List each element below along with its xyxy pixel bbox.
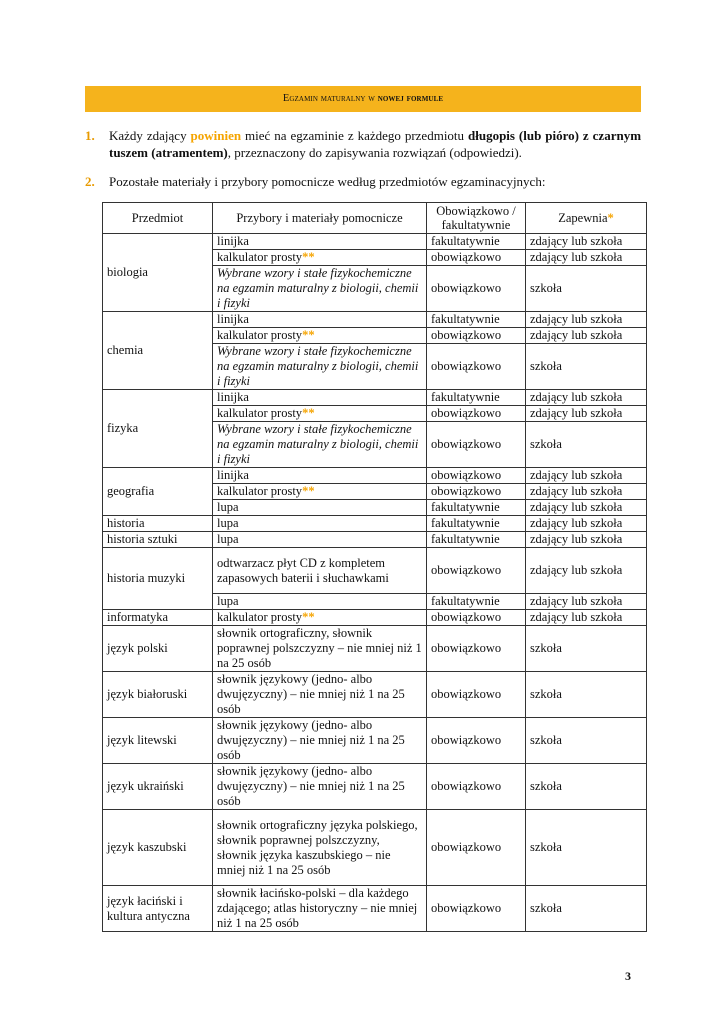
material-cell: [213, 886, 427, 932]
footnote-star: **: [302, 610, 315, 624]
text-segment: mieć na egzaminie z każdego przedmiotu: [241, 128, 468, 143]
provider-cell: szkoła: [526, 718, 647, 764]
table-row: [103, 516, 647, 532]
mandatory-cell: obowiązkowo: [427, 810, 526, 886]
material-text: słownik ortograficzny języka polskiego, słownik poprawnej polszczyzny, słownik języka kaszubskiego – nie mniej niż 1 na 25 osób: [217, 817, 418, 877]
mandatory-cell: obowiązkowo: [427, 626, 526, 672]
mandatory-cell: obowiązkowo: [427, 422, 526, 468]
provider-cell: zdający lub szkoła: [526, 594, 647, 610]
mandatory-cell: fakultatywnie: [427, 532, 526, 548]
subject-cell: język polski: [103, 626, 213, 672]
material-text: linijka: [217, 312, 249, 326]
material-text: kalkulator prosty: [217, 328, 303, 342]
provider-cell: zdający lub szkoła: [526, 250, 647, 266]
material-text: słownik językowy (jedno- albo dwujęzyczny) – nie mniej niż 1 na 25 osób: [217, 718, 405, 762]
provider-cell: zdający lub szkoła: [526, 390, 647, 406]
material-text: Wybrane wzory i stałe fizykochemiczne na egzamin maturalny z biologii, chemii i fizyki: [217, 344, 419, 388]
material-cell: [213, 594, 427, 610]
list-item-text: Pozostałe materiały i przybory pomocnicze według przedmiotów egzaminacyjnych:: [109, 174, 546, 189]
provider-cell: zdający lub szkoła: [526, 500, 647, 516]
table-row: [103, 810, 647, 886]
mandatory-cell: fakultatywnie: [427, 516, 526, 532]
material-cell: [213, 672, 427, 718]
provider-cell: zdający lub szkoła: [526, 312, 647, 328]
provider-cell: szkoła: [526, 764, 647, 810]
mandatory-cell: obowiązkowo: [427, 468, 526, 484]
material-cell: [213, 312, 427, 328]
mandatory-cell: obowiązkowo: [427, 328, 526, 344]
table-row: [103, 390, 647, 406]
subject-cell: historia sztuki: [103, 532, 213, 548]
material-text: lupa: [217, 594, 239, 608]
provider-cell: szkoła: [526, 886, 647, 932]
material-text: kalkulator prosty: [217, 406, 303, 420]
material-text: kalkulator prosty: [217, 250, 303, 264]
header-materials: Przybory i materiały pomocnicze: [213, 203, 427, 234]
material-text: lupa: [217, 500, 239, 514]
mandatory-cell: obowiązkowo: [427, 886, 526, 932]
provider-cell: szkoła: [526, 344, 647, 390]
list-number: 1.: [85, 128, 95, 143]
mandatory-cell: fakultatywnie: [427, 500, 526, 516]
material-cell: [213, 390, 427, 406]
material-text: słownik językowy (jedno- albo dwujęzyczny) – nie mniej niż 1 na 25 osób: [217, 764, 405, 808]
table-row: [103, 234, 647, 250]
table-row: [103, 468, 647, 484]
mandatory-cell: obowiązkowo: [427, 344, 526, 390]
provider-cell: zdający lub szkoła: [526, 548, 647, 594]
mandatory-cell: obowiązkowo: [427, 406, 526, 422]
subject-cell: historia: [103, 516, 213, 532]
material-text: lupa: [217, 532, 239, 546]
material-cell: [213, 626, 427, 672]
mandatory-cell: obowiązkowo: [427, 548, 526, 594]
material-cell: [213, 234, 427, 250]
mandatory-cell: fakultatywnie: [427, 234, 526, 250]
material-cell: [213, 500, 427, 516]
material-cell: [213, 406, 427, 422]
material-cell: [213, 468, 427, 484]
subject-cell: informatyka: [103, 610, 213, 626]
table-row: [103, 312, 647, 328]
table-row: [103, 672, 647, 718]
material-text: Wybrane wzory i stałe fizykochemiczne na egzamin maturalny z biologii, chemii i fizyki: [217, 266, 419, 310]
material-text: słownik łacińsko-polski – dla każdego zdającego; atlas historyczny – nie mniej niż 1 na 25 osób: [217, 886, 418, 930]
material-cell: [213, 810, 427, 886]
material-text: kalkulator prosty: [217, 484, 303, 498]
subject-cell: język białoruski: [103, 672, 213, 718]
table-row: [103, 718, 647, 764]
material-text: odtwarzacz płyt CD z kompletem zapasowych baterii i słuchawkami: [217, 555, 389, 585]
subject-cell: język ukraiński: [103, 764, 213, 810]
provider-cell: szkoła: [526, 626, 647, 672]
mandatory-cell: fakultatywnie: [427, 594, 526, 610]
table-row: [103, 764, 647, 810]
provider-cell: szkoła: [526, 422, 647, 468]
material-text: linijka: [217, 390, 249, 404]
header-subject: Przedmiot: [103, 203, 213, 234]
material-text: lupa: [217, 516, 239, 530]
provider-cell: szkoła: [526, 672, 647, 718]
table-row: [103, 548, 647, 594]
subject-cell: fizyka: [103, 390, 213, 468]
material-cell: [213, 422, 427, 468]
material-cell: [213, 250, 427, 266]
provider-cell: zdający lub szkoła: [526, 406, 647, 422]
banner-title-part1: Egzamin maturalny w: [282, 93, 378, 104]
emphasis-orange: powinien: [190, 128, 242, 143]
section-banner: [85, 86, 641, 112]
material-text: słownik językowy (jedno- albo dwujęzyczny) – nie mniej niż 1 na 25 osób: [217, 672, 405, 716]
mandatory-cell: obowiązkowo: [427, 610, 526, 626]
mandatory-cell: obowiązkowo: [427, 250, 526, 266]
footnote-star: *: [607, 211, 614, 225]
material-cell: [213, 344, 427, 390]
footnote-star: **: [302, 328, 315, 342]
header-provider: [526, 203, 647, 234]
provider-cell: zdający lub szkoła: [526, 484, 647, 500]
footnote-star: **: [302, 250, 315, 264]
mandatory-cell: obowiązkowo: [427, 266, 526, 312]
page-number: 3: [625, 969, 631, 983]
mandatory-cell: obowiązkowo: [427, 484, 526, 500]
header-mandatory: Obowiązkowo / fakultatywnie: [427, 203, 526, 234]
mandatory-cell: obowiązkowo: [427, 718, 526, 764]
provider-cell: szkoła: [526, 266, 647, 312]
material-cell: [213, 516, 427, 532]
material-cell: [213, 266, 427, 312]
mandatory-cell: fakultatywnie: [427, 312, 526, 328]
list-item-text: [109, 127, 641, 161]
text-segment: , przeznaczony do zapisywania rozwiązań (odpowiedzi).: [227, 145, 522, 160]
material-cell: [213, 484, 427, 500]
material-cell: [213, 764, 427, 810]
material-text: linijka: [217, 468, 249, 482]
subject-cell: biologia: [103, 234, 213, 312]
subject-cell: geografia: [103, 468, 213, 516]
materials-table: [102, 202, 647, 932]
material-cell: [213, 718, 427, 764]
banner-title: [85, 93, 641, 104]
subject-cell: język łaciński i kultura antyczna: [103, 886, 213, 932]
provider-cell: zdający lub szkoła: [526, 234, 647, 250]
mandatory-cell: obowiązkowo: [427, 672, 526, 718]
provider-cell: zdający lub szkoła: [526, 532, 647, 548]
footnote-star: **: [302, 406, 315, 420]
subject-cell: historia muzyki: [103, 548, 213, 610]
mandatory-cell: obowiązkowo: [427, 764, 526, 810]
provider-cell: zdający lub szkoła: [526, 516, 647, 532]
provider-cell: zdający lub szkoła: [526, 610, 647, 626]
subject-cell: język litewski: [103, 718, 213, 764]
table-row: [103, 610, 647, 626]
emphasis-bold: długopis (lub pióro) z czarnym tuszem (atramentem): [109, 128, 642, 160]
material-text: linijka: [217, 234, 249, 248]
subject-cell: język kaszubski: [103, 810, 213, 886]
table-row: [103, 886, 647, 932]
text-segment: Każdy zdający: [109, 128, 191, 143]
material-cell: [213, 532, 427, 548]
table-row: [103, 532, 647, 548]
provider-cell: zdający lub szkoła: [526, 328, 647, 344]
banner-title-part2: nowej formule: [377, 93, 444, 104]
mandatory-cell: fakultatywnie: [427, 390, 526, 406]
provider-cell: zdający lub szkoła: [526, 468, 647, 484]
material-text: kalkulator prosty: [217, 610, 303, 624]
list-number: 2.: [85, 174, 95, 189]
material-cell: [213, 610, 427, 626]
material-text: Wybrane wzory i stałe fizykochemiczne na egzamin maturalny z biologii, chemii i fizyki: [217, 422, 419, 466]
provider-cell: szkoła: [526, 810, 647, 886]
table-row: [103, 626, 647, 672]
header-provider-label: Zapewnia: [558, 211, 608, 225]
subject-cell: chemia: [103, 312, 213, 390]
table-header-row: [103, 203, 647, 234]
material-text: słownik ortograficzny, słownik poprawnej polszczyzny – nie mniej niż 1 na 25 osób: [217, 626, 422, 670]
footnote-star: **: [302, 484, 315, 498]
material-cell: [213, 548, 427, 594]
material-cell: [213, 328, 427, 344]
